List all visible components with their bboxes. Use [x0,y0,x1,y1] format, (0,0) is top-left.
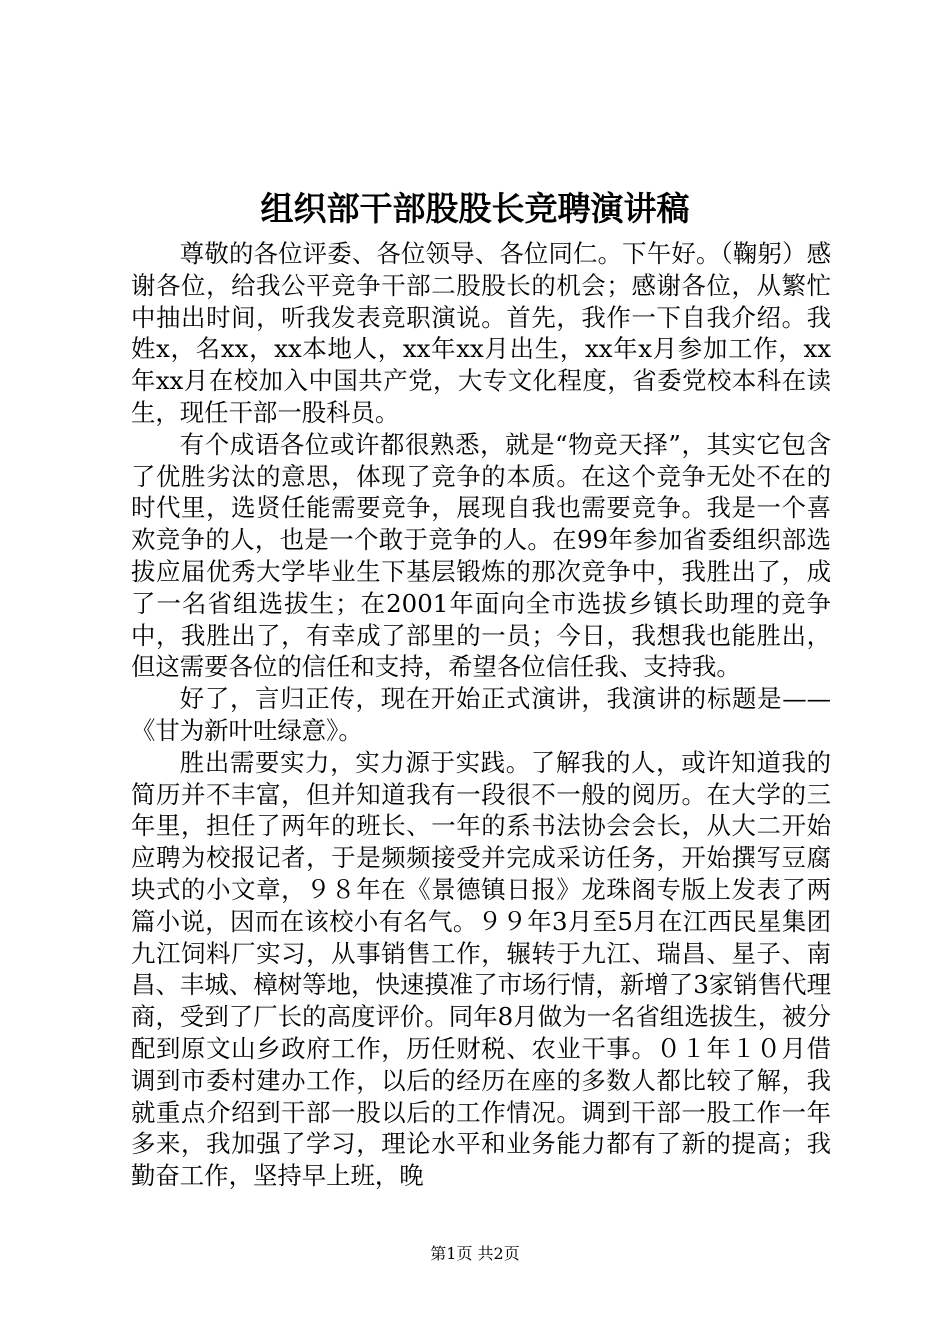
paragraph-experience: 胜出需要实力，实力源于实践。了解我的人，或许知道我的简历并不丰富，但并知道我有一段很不一般的阅历。在大学的三年里，担任了两年的班长、一年的系书法协会会长，从大二开始应聘为校报记者，于是频频接受并完成采访任务，开始撰写豆腐块式的小文章，９８年在《景德镇日报》龙珠阁专版上发表了两篇小说，因而在该校小有名气。９９年3月至5月在江西民星集团九江饲料厂实习，从事销售工作，辗转于九江、瑞昌、星子、南昌、丰城、樟树等地，快速摸准了市场行情，新增了3家销售代理商，受到了厂长的高度评价。同年8月做为一名省组选拔生，被分配到原文山乡政府工作，历任财税、农业干事。０１年１０月借调到市委村建办工作，以后的经历在座的多数人都比较了解，我就重点介绍到干部一股以后的工作情况。调到干部一股工作一年多来，我加强了学习，理论水平和业务能力都有了新的提高；我勤奋工作，坚持早上班，晚 [131,747,831,1191]
page-number-footer: 第1页 共2页 [430,1244,520,1263]
document-body [131,238,831,1192]
document-title: 组织部干部股股长竞聘演讲稿 [260,189,690,228]
paragraph-speech-title: 好了，言归正传，现在开始正式演讲，我演讲的标题是——《甘为新叶吐绿意》。 [131,684,831,745]
paragraph-competition: 有个成语各位或许都很熟悉，就是“物竞天择”，其实它包含了优胜劣汰的意思，体现了竞争的本质。在这个竞争无处不在的时代里，选贤任能需要竞争，展现自我也需要竞争。我是一个喜欢竞争的人，也是一个敢于竞争的人。在99年参加省委组织部选拔应届优秀大学毕业生下基层锻炼的那次竞争中，我胜出了，成了一名省组选拔生；在2001年面向全市选拔乡镇长助理的竞争中，我胜出了，有幸成了部里的一员；今日，我想我也能胜出，但这需要各位的信任和支持，希望各位信任我、支持我。 [131,429,831,682]
paragraph-greeting: 尊敬的各位评委、各位领导、各位同仁。下午好。（鞠躬）感谢各位，给我公平竞争干部二股股长的机会；感谢各位，从繁忙中抽出时间，听我发表竞职演说。首先，我作一下自我介绍。我姓x，名xx，xx本地人，xx年xx月出生，xx年x月参加工作，xx年xx月在校加入中国共产党，大专文化程度，省委党校本科在读生，现任干部一股科员。 [131,239,831,427]
